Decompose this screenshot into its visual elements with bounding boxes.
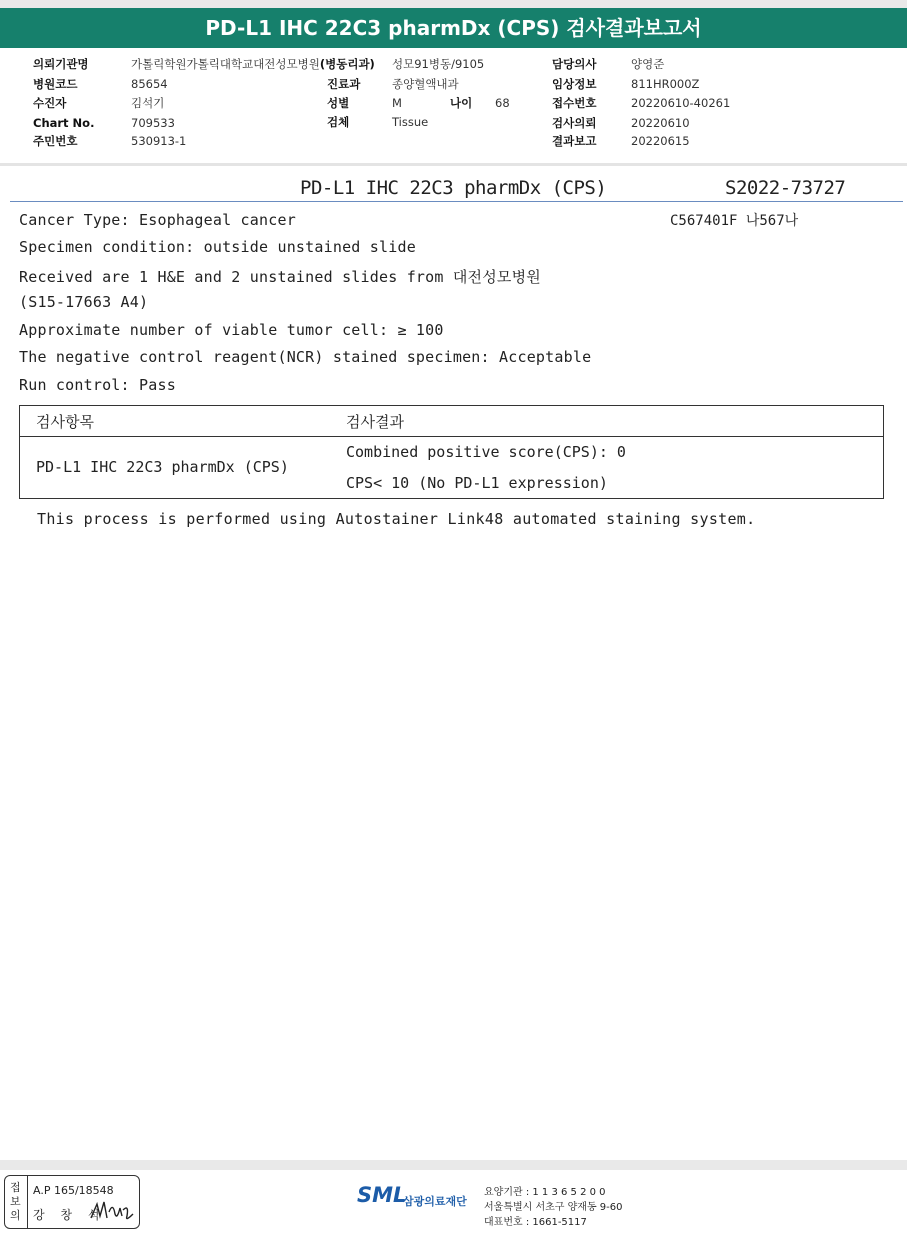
info-key-clinical: 임상정보 bbox=[552, 77, 597, 91]
table-cell-item: PD-L1 IHC 22C3 pharmDx (CPS) bbox=[36, 458, 289, 476]
info-value-sex: M bbox=[392, 96, 402, 110]
signature-icon bbox=[89, 1198, 135, 1224]
header-divider bbox=[0, 163, 907, 166]
sml-logo: SML bbox=[357, 1183, 407, 1207]
approval-stamp bbox=[4, 1175, 140, 1229]
table-cell-result-score: Combined positive score(CPS): 0 bbox=[346, 443, 626, 461]
info-value-hospital-code: 85654 bbox=[131, 77, 168, 91]
info-value-ward: 성모91병동/9105 bbox=[392, 57, 485, 71]
info-value-doctor: 양영준 bbox=[631, 57, 665, 71]
info-key-doctor: 담당의사 bbox=[552, 57, 597, 71]
info-key-specimen: 검체 bbox=[327, 115, 350, 129]
info-value-patient: 김석기 bbox=[131, 96, 165, 110]
process-note: This process is performed using Autostainer Link48 automated staining system. bbox=[37, 510, 756, 528]
report-title: PD-L1 IHC 22C3 pharmDx (CPS) bbox=[300, 177, 607, 199]
report-line: (S15-17663 A4) bbox=[19, 293, 149, 311]
info-key-age: 나이 bbox=[450, 96, 473, 110]
info-value-chart: 709533 bbox=[131, 116, 175, 130]
result-table bbox=[19, 405, 884, 499]
info-key-ward: (병동리과) bbox=[319, 57, 375, 71]
report-line: Run control: Pass bbox=[19, 376, 176, 394]
table-header-result: 검사결과 bbox=[346, 413, 404, 431]
institution-code: 요양기관 : 1 1 3 6 5 2 0 0 bbox=[484, 1187, 606, 1198]
info-value-institution bbox=[131, 57, 375, 71]
table-cell-result-interpretation: CPS< 10 (No PD-L1 expression) bbox=[346, 474, 608, 492]
table-header-item: 검사항목 bbox=[36, 413, 94, 431]
info-key: 의뢰기관명 bbox=[33, 57, 89, 71]
title-rule bbox=[10, 201, 903, 202]
info-value-id: 530913-1 bbox=[131, 134, 187, 148]
report-id: S2022-73727 bbox=[725, 177, 846, 199]
stamp-name: 강 창 석 bbox=[33, 1208, 106, 1222]
page-title: PD-L1 IHC 22C3 pharmDx (CPS) 검사결과보고서 bbox=[0, 8, 907, 48]
info-value-department: 종양혈액내과 bbox=[392, 77, 459, 91]
address: 서울특별시 서초구 양재동 9-60 bbox=[484, 1202, 623, 1213]
report-line: Cancer Type: Esophageal cancer bbox=[19, 211, 296, 229]
stamp-code: A.P 165/18548 bbox=[33, 1184, 114, 1197]
report-line: Approximate number of viable tumor cell: ≥ 100 bbox=[19, 321, 444, 339]
info-key-hospital-code: 병원코드 bbox=[33, 77, 78, 91]
info-value-report-date: 20220615 bbox=[631, 134, 690, 148]
info-key-department: 진료과 bbox=[327, 77, 361, 91]
info-value-receipt: 20220610-40261 bbox=[631, 96, 731, 110]
info-value-age: 68 bbox=[495, 96, 510, 110]
info-key-sex: 성별 bbox=[327, 96, 350, 110]
info-value-specimen: Tissue bbox=[392, 115, 429, 129]
report-code: C567401F 나567나 bbox=[670, 213, 799, 229]
info-value-clinical: 811HR000Z bbox=[631, 77, 700, 91]
info-value-request-date: 20220610 bbox=[631, 116, 690, 130]
organization-name: 삼광의료재단 bbox=[403, 1195, 467, 1208]
info-key-receipt: 접수번호 bbox=[552, 96, 597, 110]
report-line: Received are 1 H&E and 2 unstained slides from 대전성모병원 bbox=[19, 268, 541, 286]
info-row-institution bbox=[33, 57, 89, 71]
info-key-id: 주민번호 bbox=[33, 134, 78, 148]
report-line: Specimen condition: outside unstained slide bbox=[19, 238, 416, 256]
report-line: The negative control reagent(NCR) stained specimen: Acceptable bbox=[19, 348, 592, 366]
stamp-vertical-label: 접 보 의 bbox=[5, 1176, 28, 1228]
table-header-row bbox=[20, 406, 883, 437]
info-key-report-date: 결과보고 bbox=[552, 134, 597, 148]
footer-divider bbox=[0, 1160, 907, 1170]
info-key-patient: 수진자 bbox=[33, 96, 67, 110]
info-key-request-date: 검사의뢰 bbox=[552, 116, 597, 130]
top-border bbox=[0, 0, 907, 8]
info-key-chart: Chart No. bbox=[33, 116, 95, 130]
info-value: 가톨릭학원가톨릭대학교대전성모병원 bbox=[131, 57, 320, 71]
phone: 대표번호 : 1661-5117 bbox=[484, 1217, 587, 1228]
